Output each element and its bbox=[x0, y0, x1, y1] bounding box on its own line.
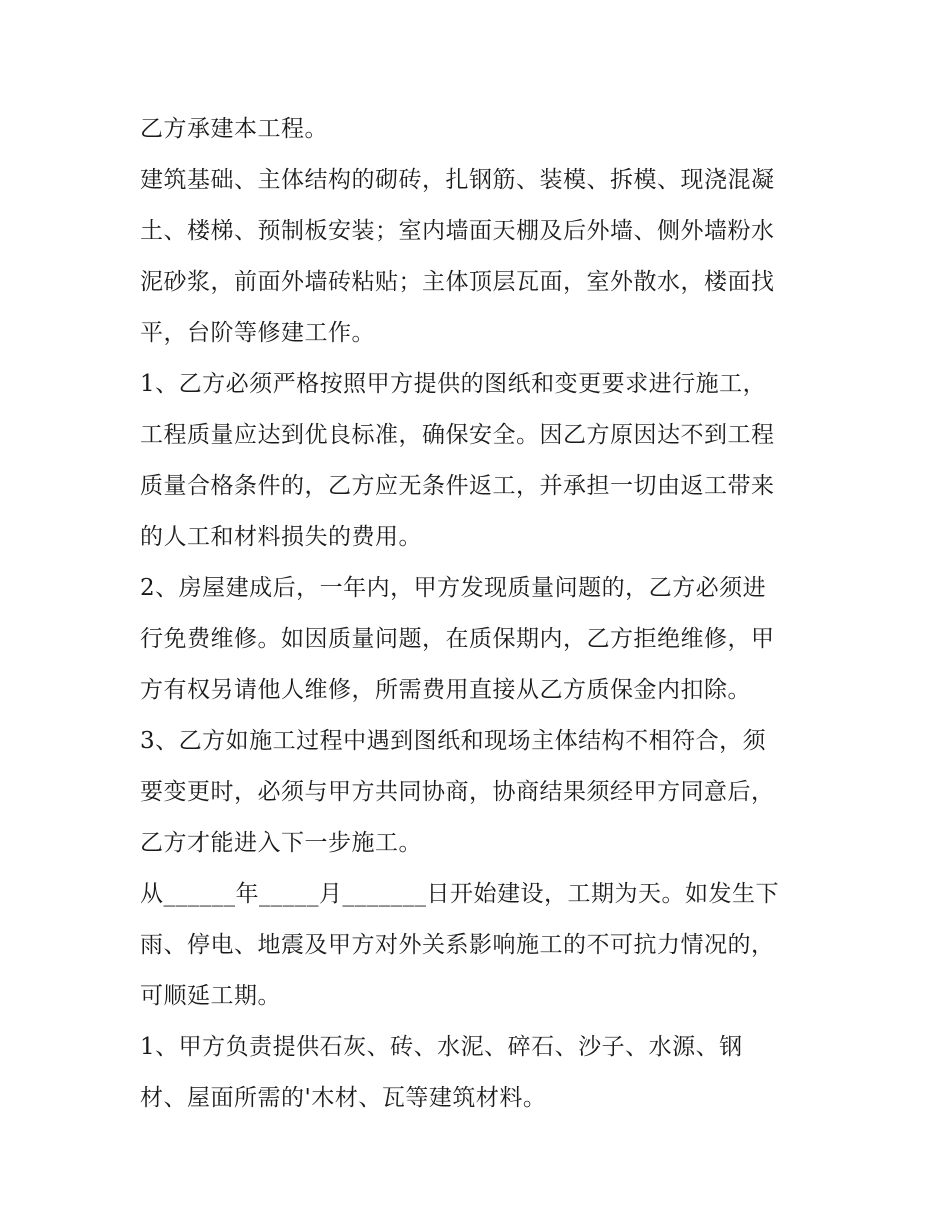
text-line: 工程质量应达到优良标准，确保安全。因乙方原因达不到工程 bbox=[140, 422, 775, 448]
text-line: 乙方承建本工程。 bbox=[140, 116, 328, 142]
paragraph-scope-of-work bbox=[140, 155, 820, 359]
text-line: 材、屋面所需的'木材、瓦等建筑材料。 bbox=[140, 1085, 547, 1111]
text-line: 要变更时，必须与甲方共同协商，协商结果须经甲方同意后， bbox=[140, 779, 775, 805]
text-line: 雨、停电、地震及甲方对外关系影响施工的不可抗力情况的， bbox=[140, 932, 775, 958]
text-line: 土、楼梯、预制板安装；室内墙面天棚及后外墙、侧外墙粉水 bbox=[140, 218, 775, 244]
text-line: 平，台阶等修建工作。 bbox=[140, 320, 375, 346]
paragraph-clause-1-quality bbox=[140, 359, 820, 563]
text-line: 1、甲方负责提供石灰、砖、水泥、碎石、沙子、水源、钢 bbox=[140, 1034, 743, 1060]
paragraph-materials bbox=[140, 1022, 820, 1124]
text-line: 建筑基础、主体结构的砌砖，扎钢筋、装模、拆模、现浇混凝 bbox=[140, 167, 775, 193]
text-line: 行免费维修。如因质量问题，在质保期内，乙方拒绝维修，甲 bbox=[140, 626, 775, 652]
paragraph-scope-intro bbox=[140, 104, 820, 155]
text-line: 方有权另请他人维修，所需费用直接从乙方质保金内扣除。 bbox=[140, 677, 751, 703]
text-line: 乙方才能进入下一步施工。 bbox=[140, 830, 422, 856]
text-line: 的人工和材料损失的费用。 bbox=[140, 524, 422, 550]
document-body bbox=[140, 104, 820, 1124]
text-line: 2、房屋建成后，一年内，甲方发现质量问题的，乙方必须进 bbox=[140, 575, 767, 601]
paragraph-schedule bbox=[140, 869, 820, 1022]
text-line: 从______年_____月_______日开始建设，工期为天。如发生下 bbox=[140, 881, 779, 907]
text-line: 质量合格条件的，乙方应无条件返工，并承担一切由返工带来 bbox=[140, 473, 775, 499]
text-line: 泥砂浆，前面外墙砖粘贴；主体顶层瓦面，室外散水，楼面找 bbox=[140, 269, 775, 295]
paragraph-clause-3-changes bbox=[140, 716, 820, 869]
text-line: 可顺延工期。 bbox=[140, 983, 281, 1009]
text-line: 1、乙方必须严格按照甲方提供的图纸和变更要求进行施工， bbox=[140, 371, 767, 397]
paragraph-clause-2-warranty bbox=[140, 563, 820, 716]
text-line: 3、乙方如施工过程中遇到图纸和现场主体结构不相符合，须 bbox=[140, 728, 767, 754]
